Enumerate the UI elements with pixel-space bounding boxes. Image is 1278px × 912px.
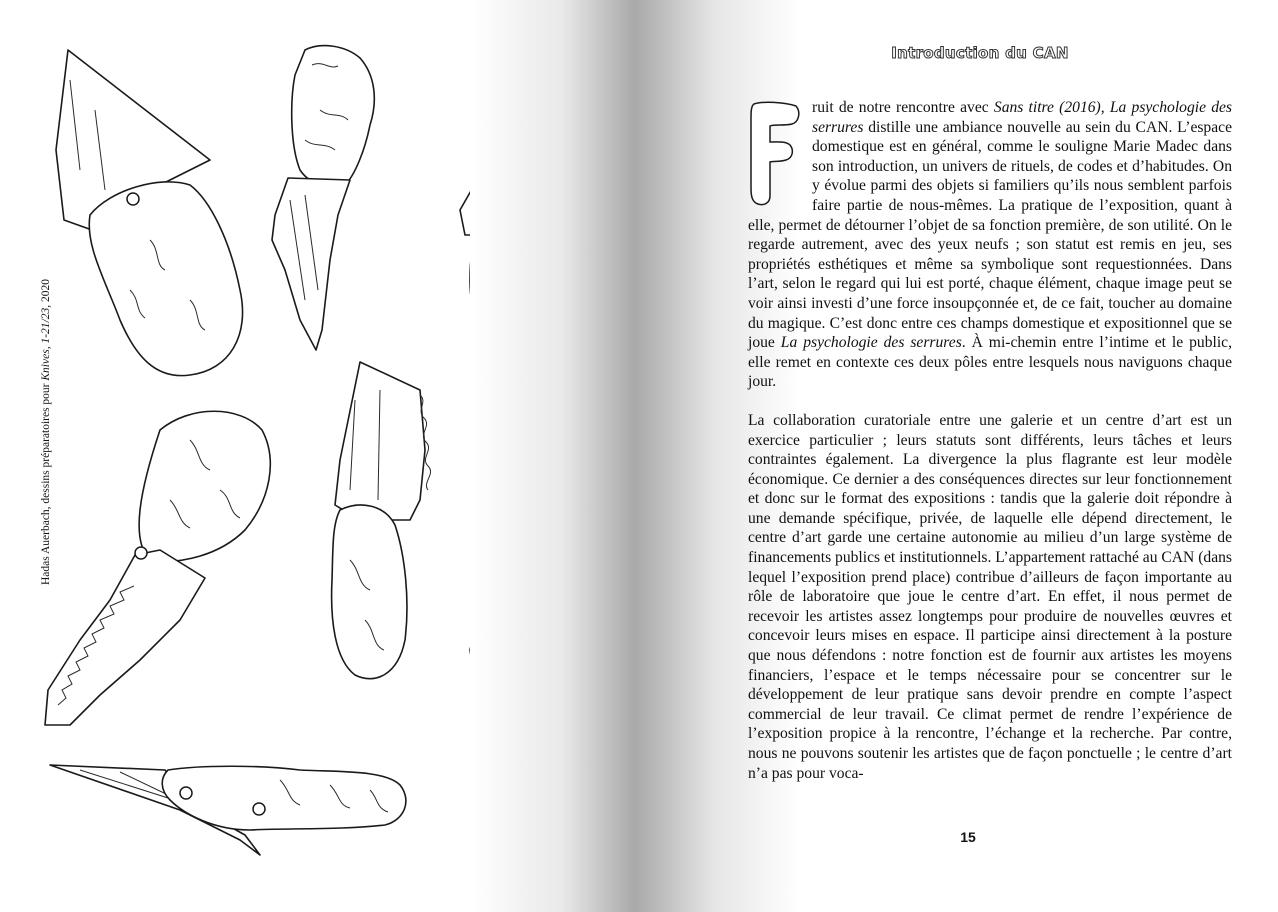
caption-author: Hadas Auerbach, dessins préparatoires pour [40,380,52,585]
drop-cap [748,100,802,208]
knife-drawing-7 [50,765,406,855]
page-number: 15 [960,829,976,845]
knife-drawing-5 [332,362,431,679]
caption-year: , 2020 [40,279,52,308]
knife-drawing-1 [56,50,243,376]
knife-drawing-2 [272,46,374,350]
drop-cap-glyph [748,100,802,208]
paragraph-2: La collaboration curatoriale entre une galerie et un centre d’art est un exercice particulier ; leurs statuts sont différents, leurs tâches et leurs contraintes également. La divergence la plus flagrante est leur modèle économique. Ce dernier a des conséquences directes sur leur fonctionnement et donc sur le format des expositions : tandis que la galerie doit répondre à une demande spécifique, privée, de laquelle elle dépend directement, le centre d’art garde une certaine autonomie au milieu d’un large système de financements publics et institutionnels. L’appartement rattaché au CAN (dans lequel l’exposition prend place) contribue d’ailleurs de façon importante au rôle de laboratoire que joue le centre d’art. En effet, il nous permet de recevoir les artistes assez longtemps pour produire de nouvelles œuvres et concevoir leurs mises en espace. Il participe ainsi directement à la posture que nous défendons : notre fonction est de fournir aux artistes les moyens financiers, l’espace et le temps nécessaire pour se concentrer sur le développement de leur pratique sans devoir prendre en compte l’aspect commercial de leur travail. Ce climat permet de rendre l’expérience de l’exposition propice à la rencontre, l’échange et la recherche. Par contre, nous ne pouvons soutenir les artistes que de façon ponctuelle ; le centre d’art n’a pas pour voca- [748,411,1232,782]
caption-work-title: Knives, 1-21/23 [40,307,52,381]
paragraph-1: ruit de notre rencontre avec Sans titre (2016), La psychologie des serrures distille une ambiance nouvelle au sein du CAN. L’espace domestique est en général, comme le souligne Marie Madec dans son introduction, un univers de rituels, de codes et d’habitudes. On y évolue parmi des objets si familiers qu’ils nous semblent parfois faire partie de nous-mêmes. La pratique de l’exposition, quant à elle, permet de détourner l’objet de sa fonction première, de son utilité. On le regarde autrement, avec des yeux neufs ; son statut est remis en jeu, ses propriétés esthétiques et même sa symbolique sont requestionnées. Dans l’art, selon le regard qui lui est porté, chaque élément, chaque image peut se voir ainsi investi d’une force insoupçonnée et, de ce fait, toucher au domaine du magique. C’est donc entre ces champs domestique et expositionnel que se joue La psychologie des serrures. À mi-chemin entre l’intime et le public, elle remet en contexte ces deux pôles entre lesquels nous naviguons chaque jour. [748,99,1232,391]
body-text [748,98,1232,783]
running-header: Introduction du CAN [891,44,1069,62]
knife-drawing-4 [45,411,270,725]
